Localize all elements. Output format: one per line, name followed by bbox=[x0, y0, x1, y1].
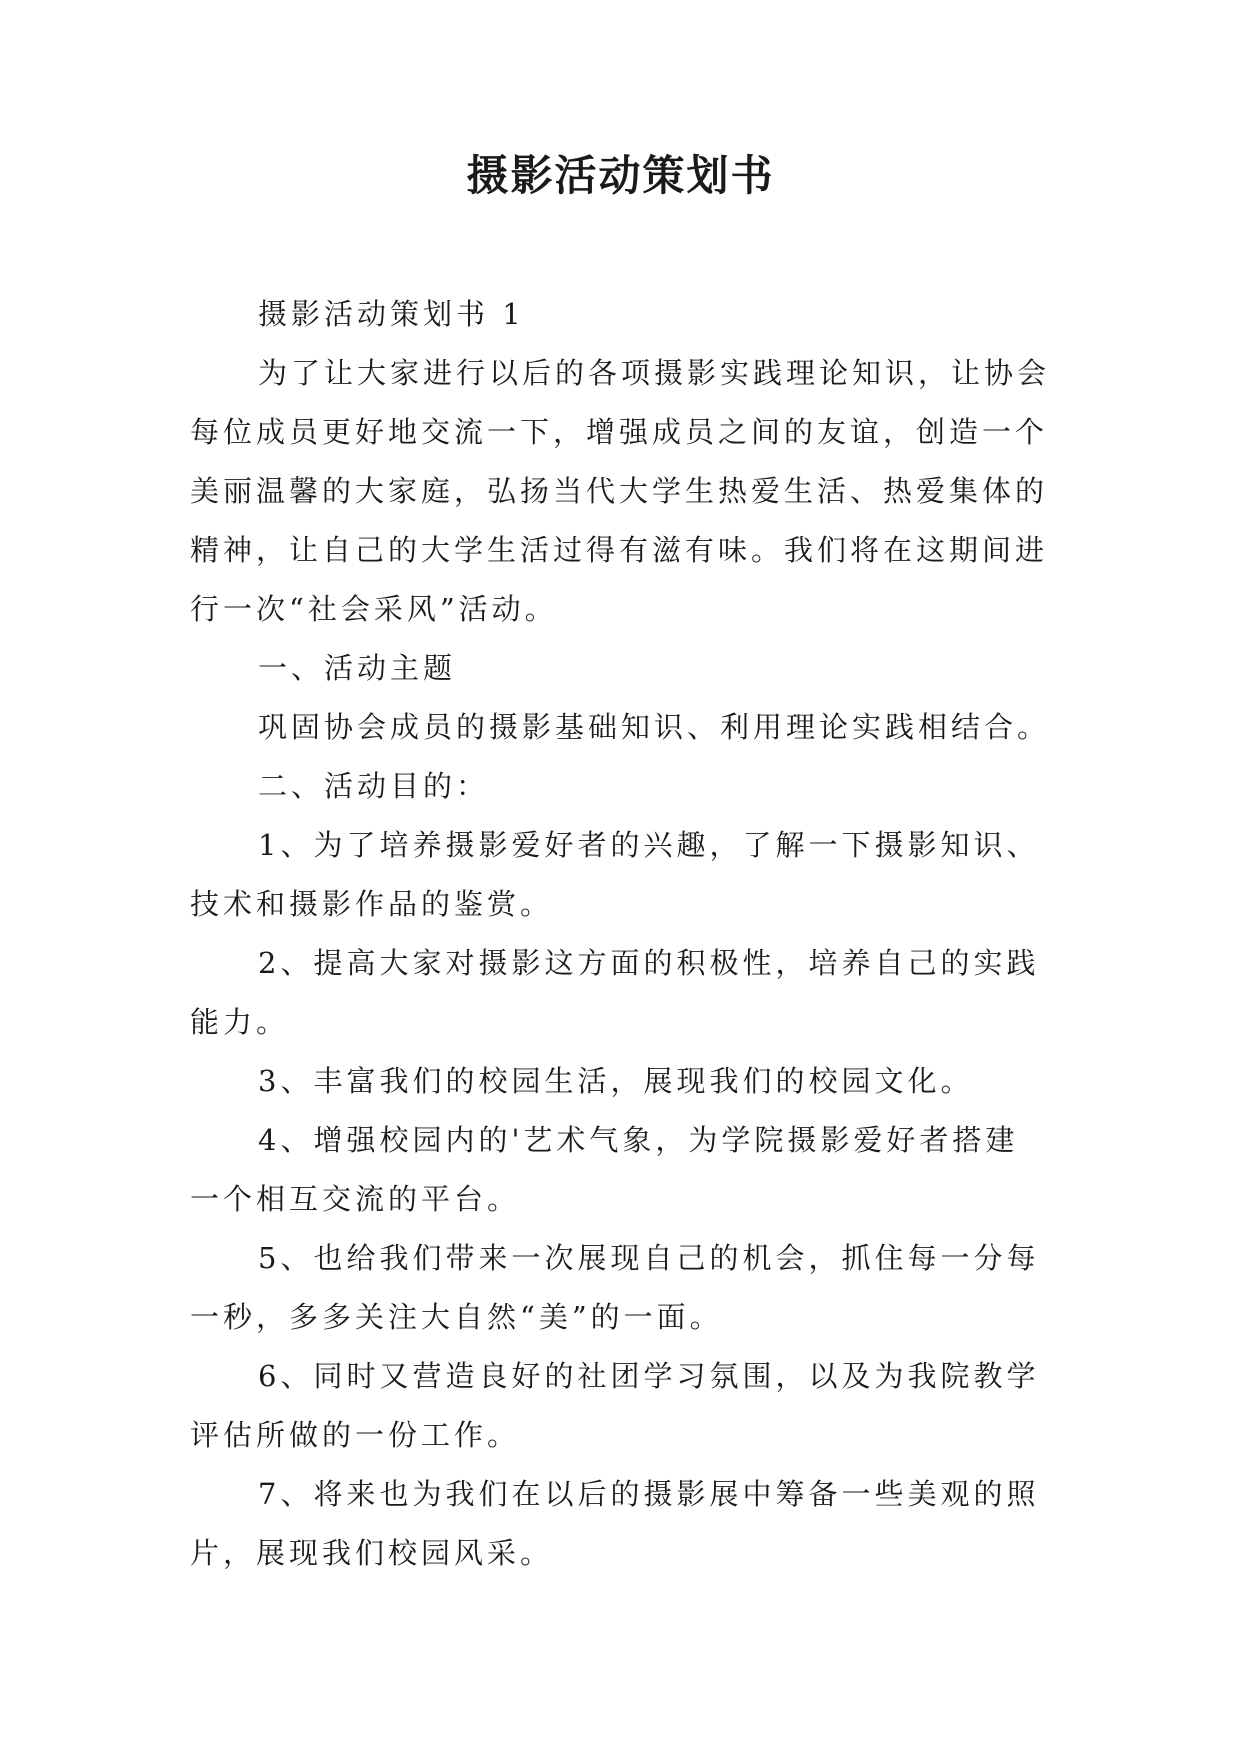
document-title: 摄影活动策划书 bbox=[466, 151, 775, 200]
document-body bbox=[190, 285, 1050, 1583]
list-item: 3、丰富我们的校园生活，展现我们的校园文化。 bbox=[258, 1064, 974, 1098]
list-item: 7、将来也为我们在以后的摄影展中筹备一些美观的照片，展现我们校园风采。 bbox=[190, 1477, 1040, 1570]
heading-activity-purpose: 二、活动目的： bbox=[258, 769, 490, 803]
list-item: 1、为了培养摄影爱好者的兴趣，了解一下摄影知识、技术和摄影作品的鉴赏。 bbox=[190, 828, 1040, 921]
section-heading: 摄影活动策划书 1 bbox=[258, 297, 525, 331]
paragraph-activity-theme: 巩固协会成员的摄影基础知识、利用理论实践相结合。 bbox=[258, 710, 1051, 744]
list-item: 6、同时又营造良好的社团学习氛围，以及为我院教学评估所做的一份工作。 bbox=[190, 1359, 1040, 1452]
list-item: 5、也给我们带来一次展现自己的机会，抓住每一分每一秒，多多关注大自然“美”的一面。 bbox=[190, 1241, 1040, 1334]
intro-paragraph: 为了让大家进行以后的各项摄影实践理论知识，让协会每位成员更好地交流一下，增强成员之间的友谊，创造一个美丽温馨的大家庭，弘扬当代大学生热爱生活、热爱集体的精神，让自己的大学生活过得有滋有味。我们将在这期间进行一次“社会采风”活动。 bbox=[190, 356, 1051, 626]
heading-activity-theme: 一、活动主题 bbox=[258, 651, 457, 685]
list-item: 2、提高大家对摄影这方面的积极性，培养自己的实践能力。 bbox=[190, 946, 1040, 1039]
list-item: 4、增强校园内的'艺术气象，为学院摄影爱好者搭建一个相互交流的平台。 bbox=[190, 1123, 1019, 1216]
